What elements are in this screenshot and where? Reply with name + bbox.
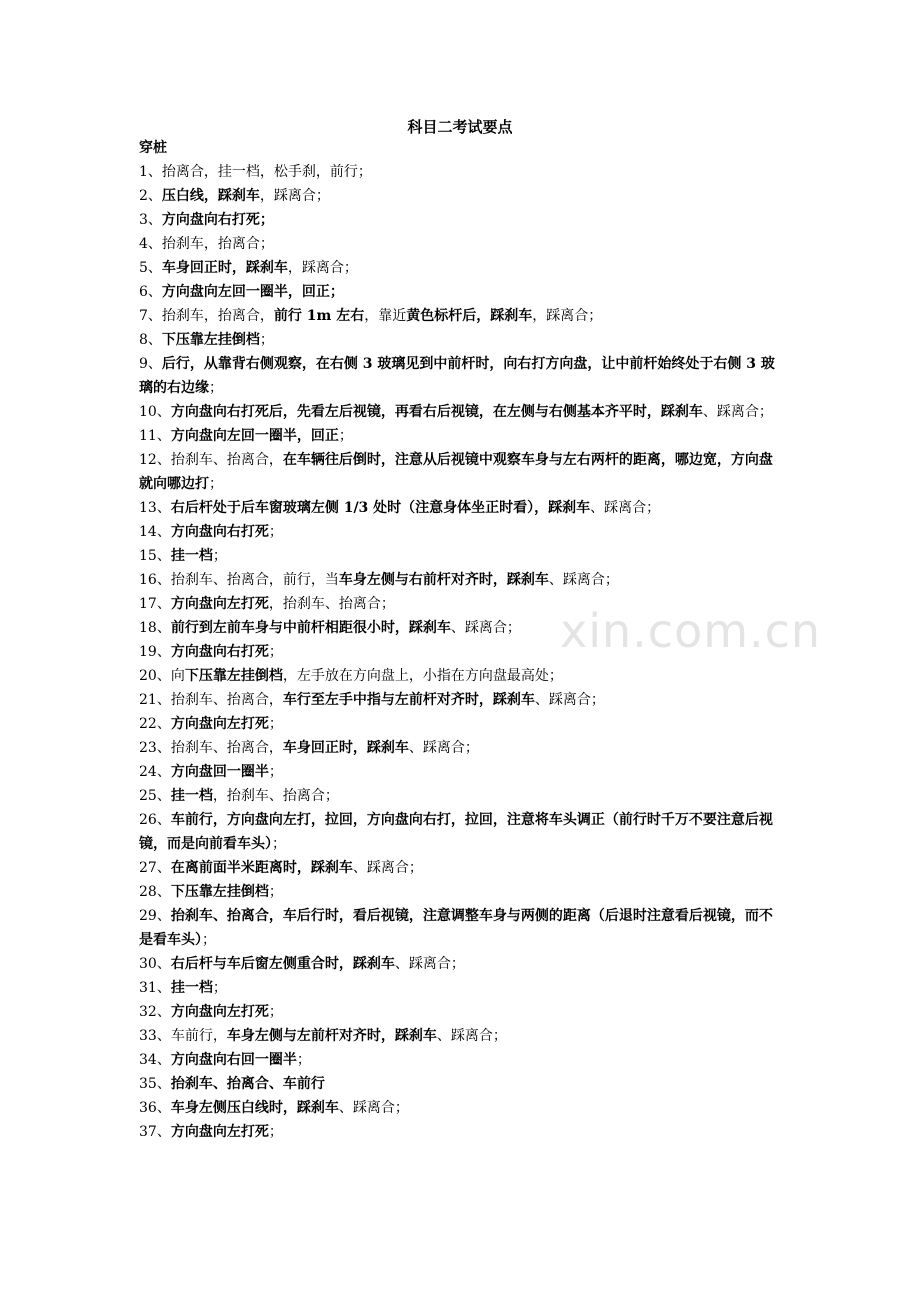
step-text: 、踩离合； xyxy=(436,1028,507,1044)
step-line xyxy=(139,184,784,208)
step-line xyxy=(139,616,784,640)
step-line xyxy=(139,328,784,352)
step-text: 挂一档 xyxy=(170,980,213,996)
step-text: ； xyxy=(268,524,283,540)
section-heading: 穿桩 xyxy=(139,140,167,156)
step-text: ； xyxy=(296,1052,311,1068)
step-text: 5、 xyxy=(139,260,162,276)
step-text: 10、 xyxy=(139,404,171,420)
step-text: 14、 xyxy=(139,524,171,540)
step-line xyxy=(139,736,784,760)
step-text: 2、 xyxy=(139,188,162,204)
step-text: 、踩离合； xyxy=(338,1100,409,1116)
step-line xyxy=(139,760,784,784)
step-text: 车前行， xyxy=(170,1028,227,1044)
step-text: 、踩离合； xyxy=(702,404,773,420)
step-text: 方向盘向左打死 xyxy=(170,716,269,732)
step-text: ，抬刹车、抬离合； xyxy=(212,788,339,804)
step-text: 抬刹车、抬离合， xyxy=(170,692,283,708)
step-text: 方向盘向左打死 xyxy=(170,596,269,612)
step-text: 30、 xyxy=(139,956,171,972)
step-text: 3、 xyxy=(139,212,162,228)
step-list xyxy=(139,160,784,1144)
step-text: 前行 1m 左右 xyxy=(273,308,365,324)
step-line xyxy=(139,904,784,952)
step-text: 7、 xyxy=(139,308,162,324)
step-text: 后行，从靠背右侧观察，在右侧 3 玻璃见到中前杆时，向右打方向盘，让中前杆始终处于右侧 3 玻璃的右边缘 xyxy=(139,356,775,396)
step-text: 6、 xyxy=(139,284,162,300)
step-line xyxy=(139,640,784,664)
step-text: 21、 xyxy=(139,692,171,708)
step-text: 方向盘向右打死 xyxy=(170,524,269,540)
step-text: 方向盘向左回一圈半，回正； xyxy=(161,284,344,300)
step-text: 23、 xyxy=(139,740,171,756)
step-text: 36、 xyxy=(139,1100,171,1116)
step-line xyxy=(139,1072,784,1096)
step-text: 方向盘向左打死 xyxy=(170,1004,269,1020)
step-text: 37、 xyxy=(139,1124,171,1140)
step-text: 抬刹车、抬离合， xyxy=(170,740,283,756)
step-text: ，左手放在方向盘上，小指在方向盘最高处； xyxy=(282,668,563,684)
step-text: ，踩离合； xyxy=(259,188,330,204)
step-text: ； xyxy=(209,476,223,492)
step-text: 车后行时，看后视镜，注意调整车身与两侧的距离（后退时注意看后视镜，而不是看车头） xyxy=(139,908,773,948)
step-text: 31、 xyxy=(139,980,171,996)
step-text: ； xyxy=(268,884,283,900)
step-text: 车身回正时，踩刹车 xyxy=(282,740,409,756)
step-text: 、踩离合； xyxy=(408,740,479,756)
step-text: 22、 xyxy=(139,716,171,732)
page-title: 科目二考试要点 xyxy=(407,118,513,136)
step-text: 20、 xyxy=(139,668,171,684)
step-line xyxy=(139,400,784,424)
step-text: 25、 xyxy=(139,788,171,804)
step-line xyxy=(139,952,784,976)
step-text: 车身左侧与右前杆对齐时，踩刹车 xyxy=(338,572,549,588)
step-line xyxy=(139,664,784,688)
step-text: 挂一档 xyxy=(170,548,213,564)
step-text: 、踩离合； xyxy=(548,572,619,588)
step-text: 17、 xyxy=(139,596,171,612)
step-text: ，靠近 xyxy=(364,308,407,324)
step-line xyxy=(139,544,784,568)
step-line xyxy=(139,232,784,256)
step-text: 方向盘向右打死后，先看左后视镜，再看右后视镜，在左侧与右侧基本齐平时，踩刹车 xyxy=(170,404,703,420)
step-text: 24、 xyxy=(139,764,171,780)
step-text: 右后杆与车后窗左侧重合时，踩刹车 xyxy=(170,956,395,972)
step-text: 26、 xyxy=(139,812,171,828)
step-line xyxy=(139,256,784,280)
step-text: 车身左侧与左前杆对齐时，踩刹车 xyxy=(226,1028,437,1044)
step-text: 18、 xyxy=(139,620,171,636)
step-line xyxy=(139,856,784,880)
step-text: 、踩离合； xyxy=(352,860,423,876)
step-line xyxy=(139,496,784,520)
step-line xyxy=(139,1048,784,1072)
step-text: 方向盘向左回一圈半，回正 xyxy=(170,428,339,444)
step-text: 下压靠左挂倒档 xyxy=(170,884,269,900)
step-line xyxy=(139,784,784,808)
step-text: 车身左侧压白线时，踩刹车 xyxy=(170,1100,339,1116)
step-text: 抬刹车、抬离合，前行，当 xyxy=(170,572,339,588)
step-line xyxy=(139,1024,784,1048)
step-text: 19、 xyxy=(139,644,171,660)
step-line xyxy=(139,208,784,232)
step-text: ； xyxy=(268,1004,283,1020)
step-line xyxy=(139,880,784,904)
step-text: 向 xyxy=(170,668,185,684)
step-line xyxy=(139,1120,784,1144)
step-text: 13、 xyxy=(139,500,171,516)
step-text: ； xyxy=(338,428,353,444)
step-text: 车行至左手中指与左前杆对齐时，踩刹车 xyxy=(282,692,535,708)
step-text: 黄色标杆后，踩刹车 xyxy=(406,308,533,324)
step-text: 32、 xyxy=(139,1004,171,1020)
step-text: 前行到左前车身与中前杆相距很小时，踩刹车 xyxy=(170,620,451,636)
step-line xyxy=(139,280,784,304)
step-text: 33、 xyxy=(139,1028,171,1044)
step-text: ； xyxy=(268,716,283,732)
step-text: 、踩离合； xyxy=(394,956,465,972)
step-line xyxy=(139,424,784,448)
step-text: ； xyxy=(268,1124,283,1140)
step-text: 27、 xyxy=(139,860,171,876)
step-line xyxy=(139,1096,784,1120)
step-text: 28、 xyxy=(139,884,171,900)
step-text: 、踩离合； xyxy=(450,620,521,636)
step-line xyxy=(139,304,784,328)
step-text: 11、 xyxy=(139,428,171,444)
step-text: 下压靠左挂倒档 xyxy=(184,668,283,684)
document-body xyxy=(139,136,784,1144)
step-text: ； xyxy=(209,380,223,396)
step-text: 12、 xyxy=(139,452,171,468)
step-text: 、踩离合； xyxy=(590,500,661,516)
step-text: 8、 xyxy=(139,332,162,348)
step-text: 1、 xyxy=(139,164,162,180)
step-text: ； xyxy=(259,332,274,348)
step-text: 、踩离合； xyxy=(534,692,605,708)
step-text: 34、 xyxy=(139,1052,171,1068)
step-text: 4、 xyxy=(139,236,162,252)
step-text: ； xyxy=(212,980,227,996)
step-line xyxy=(139,592,784,616)
step-text: 方向盘向右打死； xyxy=(161,212,274,228)
step-text: 抬刹车，抬离合， xyxy=(161,308,274,324)
step-text: 压白线，踩刹车 xyxy=(161,188,260,204)
step-text: 29、 xyxy=(139,908,171,924)
step-text: 15、 xyxy=(139,548,171,564)
step-text: ； xyxy=(272,836,286,852)
step-line xyxy=(139,448,784,496)
step-text: 9、 xyxy=(139,356,162,372)
step-line xyxy=(139,520,784,544)
step-text: 车身回正时，踩刹车 xyxy=(161,260,288,276)
step-line xyxy=(139,568,784,592)
step-text: 抬离合，挂一档，松手刹，前行； xyxy=(161,164,372,180)
step-line xyxy=(139,976,784,1000)
step-text: ，踩离合； xyxy=(532,308,603,324)
step-line xyxy=(139,688,784,712)
step-text: ，踩离合； xyxy=(287,260,358,276)
step-text: 在离前面半米距离时，踩刹车 xyxy=(170,860,353,876)
watermark: xin.com.cn xyxy=(560,604,822,658)
step-text: ； xyxy=(268,764,283,780)
step-line xyxy=(139,160,784,184)
step-text: 下压靠左挂倒档 xyxy=(161,332,260,348)
step-text: 35、 xyxy=(139,1076,171,1092)
step-text: 挂一档 xyxy=(170,788,213,804)
step-text: 抬刹车、抬离合、车前行 xyxy=(170,1076,325,1092)
step-line xyxy=(139,712,784,736)
step-text: 抬刹车、抬离合， xyxy=(170,908,283,924)
step-text: ； xyxy=(202,932,216,948)
step-text: 在车辆往后倒时，注意从后视镜中观察车身与左右两杆的距离，哪边宽，方向盘就向哪边打 xyxy=(139,452,773,492)
step-line xyxy=(139,1000,784,1024)
step-text: 右后杆处于后车窗玻璃左侧 1/3 处时（注意身体坐正时看），踩刹车 xyxy=(170,500,591,516)
step-text: 16、 xyxy=(139,572,171,588)
step-text: ； xyxy=(268,644,283,660)
step-text: 抬刹车、抬离合， xyxy=(170,452,283,468)
step-text: ； xyxy=(212,548,227,564)
step-text: 方向盘向右回一圈半 xyxy=(170,1052,297,1068)
step-text: 方向盘向左打死 xyxy=(170,1124,269,1140)
step-line xyxy=(139,352,784,400)
step-line xyxy=(139,808,784,856)
step-text: 抬刹车，抬离合； xyxy=(161,236,274,252)
step-text: 车前行，方向盘向左打，拉回，方向盘向右打，拉回，注意将车头调正（前行时千万不要注意后视镜，而是向前看车头） xyxy=(139,812,773,852)
step-text: 方向盘向右打死 xyxy=(170,644,269,660)
step-text: 方向盘回一圈半 xyxy=(170,764,269,780)
step-text: ，抬刹车、抬离合； xyxy=(268,596,395,612)
